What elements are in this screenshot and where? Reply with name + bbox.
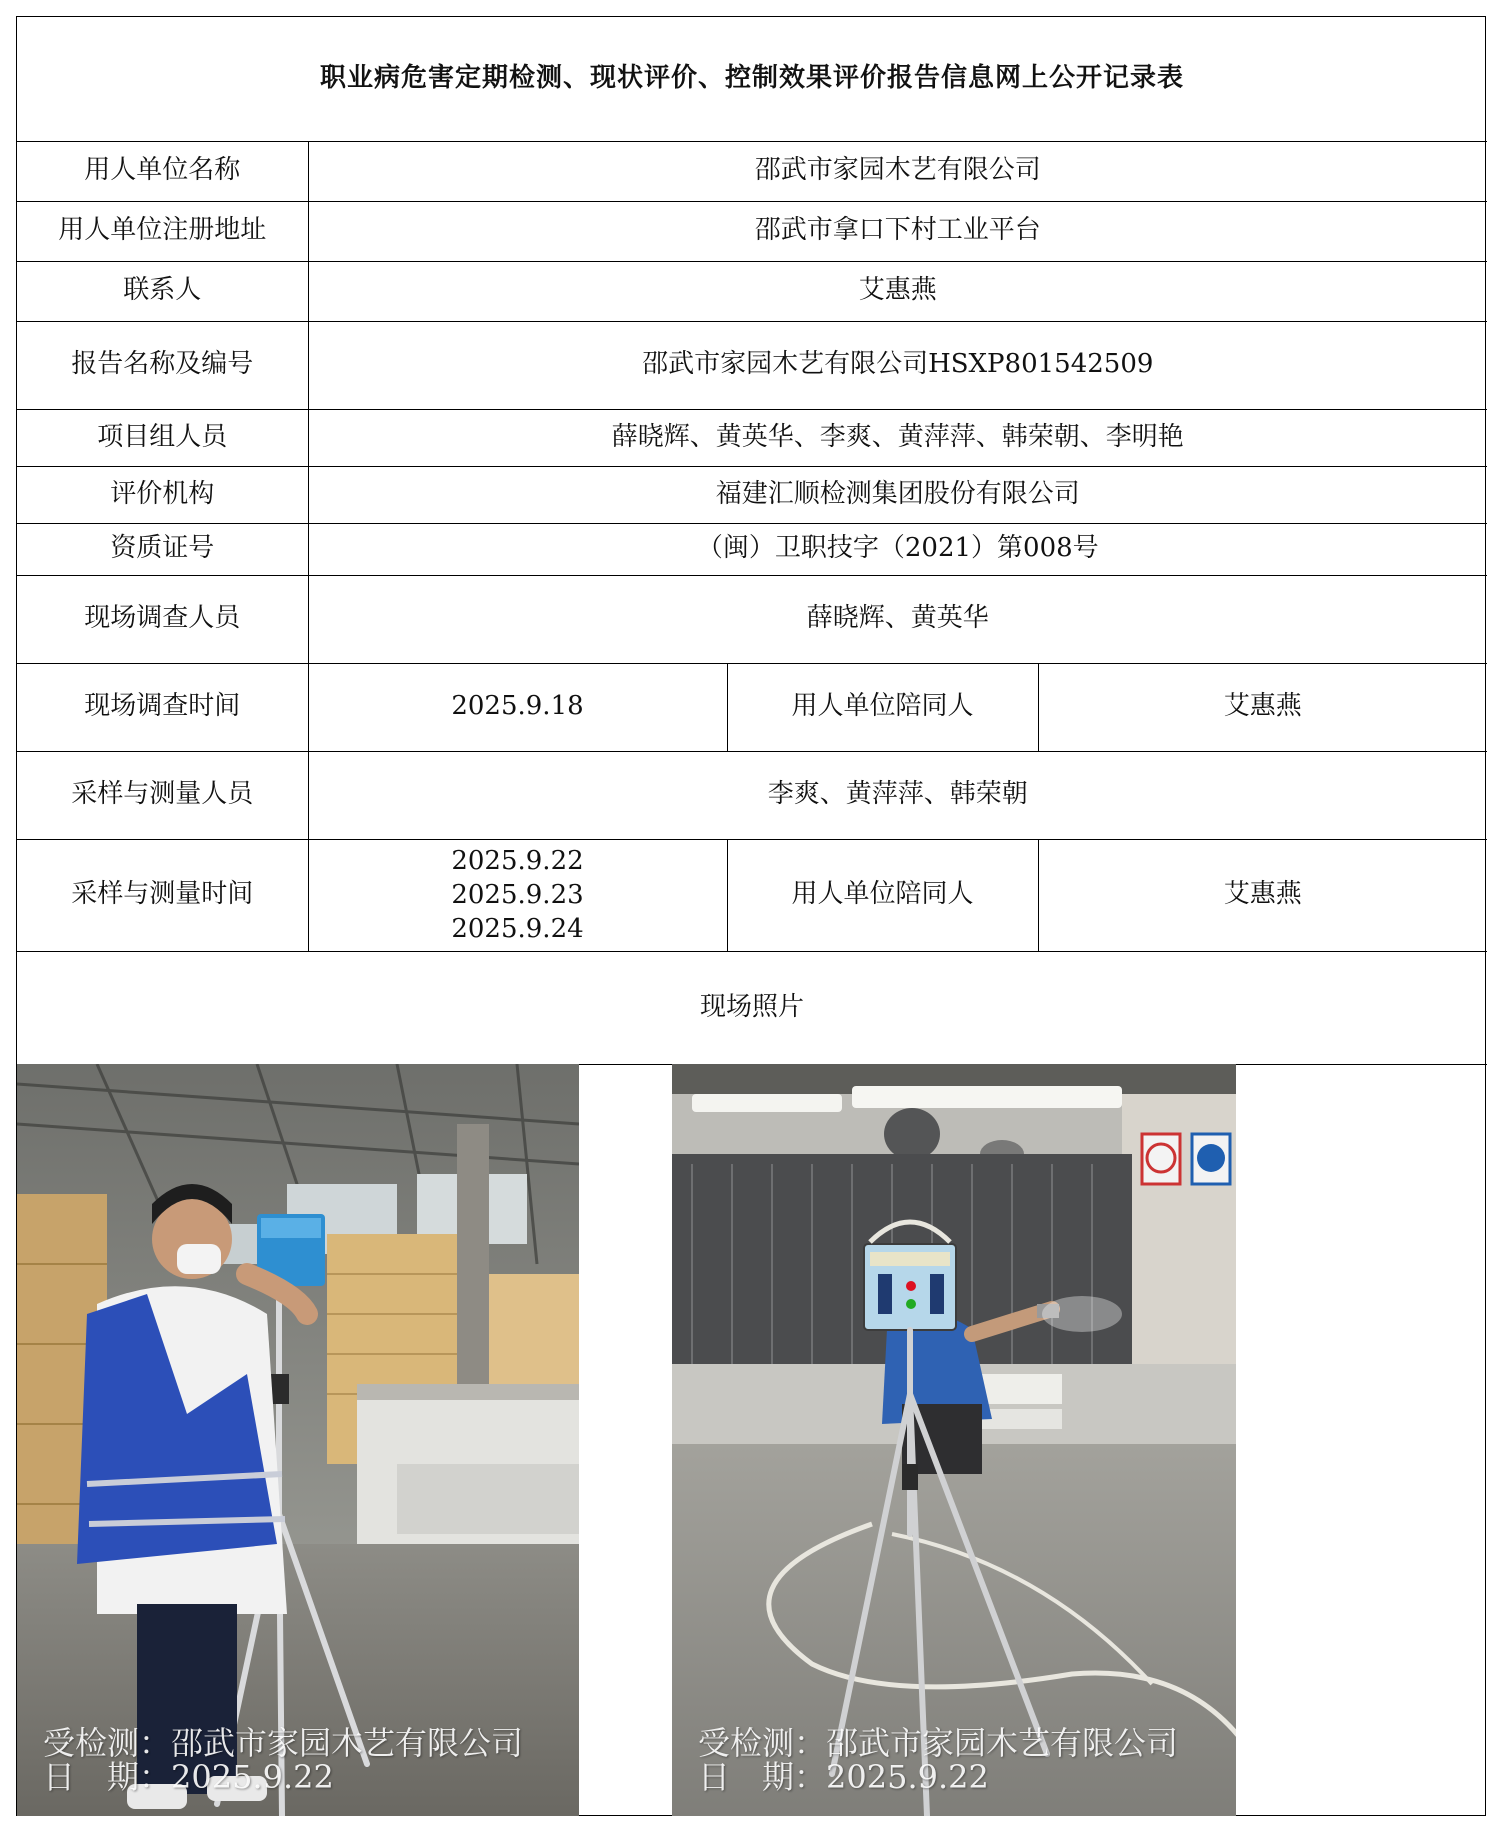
spray-booth-photo-image: [672, 1064, 1236, 1816]
report-label: 报告名称及编号: [17, 321, 308, 409]
photo-1-caption-line1: 受检测：邵武市家园木艺有限公司: [43, 1724, 524, 1762]
sampling-date: 2025.9.24: [451, 914, 584, 944]
sampling-date: 2025.9.23: [451, 880, 584, 910]
sampling-dates: [308, 839, 727, 951]
team-label: 项目组人员: [17, 409, 308, 466]
site-photo-1: [17, 1064, 579, 1816]
photo-2-caption-line1: 受检测：邵武市家园木艺有限公司: [698, 1724, 1179, 1762]
contact-value: 艾惠燕: [308, 261, 1487, 321]
employer-address-label: 用人单位注册地址: [17, 201, 308, 261]
sampling-staff-label: 采样与测量人员: [17, 751, 308, 839]
photo-1-caption: [43, 1726, 523, 1794]
sampling-escort-value: 艾惠燕: [1038, 839, 1487, 951]
team-value: 薛晓辉、黄英华、李爽、黄萍萍、韩荣朝、李明艳: [308, 409, 1487, 466]
photo-2-caption-line2: 日 期：2025.9.22: [698, 1758, 989, 1796]
site-photo-2: [672, 1064, 1236, 1816]
cert-value: （闽）卫职技字（2021）第008号: [308, 523, 1487, 575]
agency-label: 评价机构: [17, 466, 308, 523]
employer-name-label: 用人单位名称: [17, 141, 308, 201]
employer-name-value: 邵武市家园木艺有限公司: [308, 141, 1487, 201]
cert-label: 资质证号: [17, 523, 308, 575]
photo-1-caption-line2: 日 期：2025.9.22: [43, 1758, 334, 1796]
record-form: [16, 16, 1486, 1816]
report-value: 邵武市家园木艺有限公司HSXP801542509: [308, 321, 1487, 409]
contact-label: 联系人: [17, 261, 308, 321]
page-title: 职业病危害定期检测、现状评价、控制效果评价报告信息网上公开记录表: [17, 17, 1487, 141]
sampling-time-label: 采样与测量时间: [17, 839, 308, 951]
survey-time-value: 2025.9.18: [308, 663, 727, 751]
workshop-photo-image: [17, 1064, 579, 1816]
survey-staff-value: 薛晓辉、黄英华: [308, 575, 1487, 663]
agency-value: 福建汇顺检测集团股份有限公司: [308, 466, 1487, 523]
sampling-date: 2025.9.22: [451, 846, 584, 876]
photo-2-caption: [698, 1726, 1178, 1794]
record-table: [17, 17, 1487, 1065]
survey-escort-label: 用人单位陪同人: [727, 663, 1038, 751]
sampling-staff-value: 李爽、黄萍萍、韩荣朝: [308, 751, 1487, 839]
photos-heading: 现场照片: [17, 951, 1487, 1064]
employer-address-value: 邵武市拿口下村工业平台: [308, 201, 1487, 261]
survey-staff-label: 现场调查人员: [17, 575, 308, 663]
survey-time-label: 现场调查时间: [17, 663, 308, 751]
survey-escort-value: 艾惠燕: [1038, 663, 1487, 751]
sampling-escort-label: 用人单位陪同人: [727, 839, 1038, 951]
